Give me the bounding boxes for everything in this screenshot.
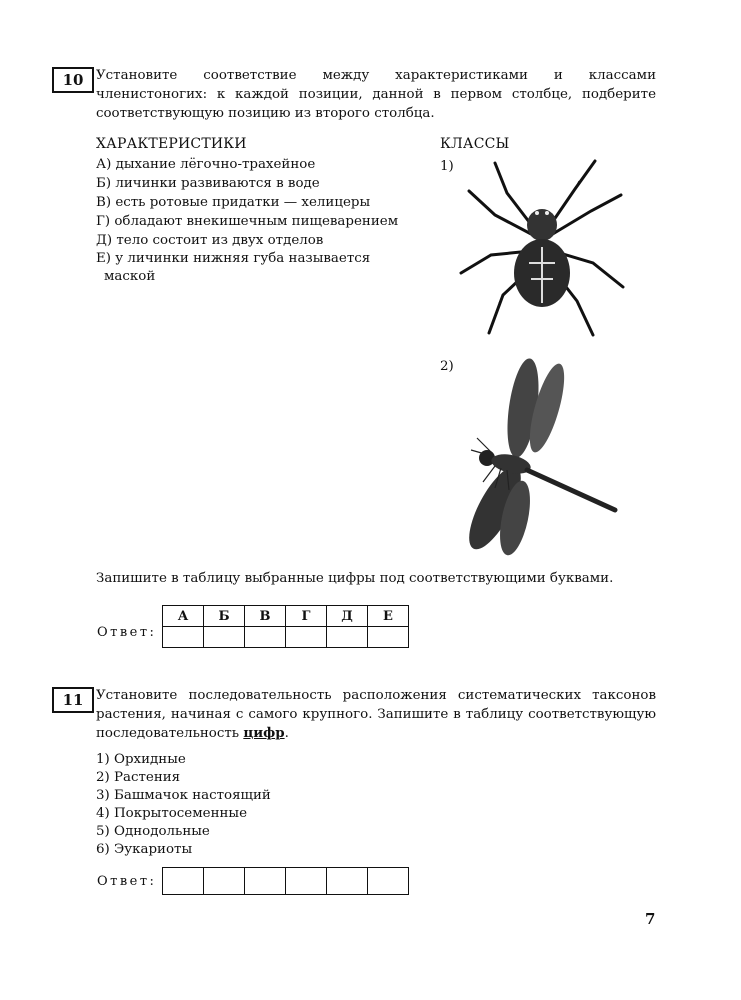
answer-input-cell[interactable] [163,868,204,895]
task-10-answer-label: Ответ: [97,625,157,640]
taxon-item: 4) Покрытосеменные [96,806,248,821]
characteristic-item: Е) у личинки нижняя губа называется [96,251,371,266]
answer-input-cell[interactable] [327,868,368,895]
answer-header-cell: Г [286,606,327,627]
characteristic-item: А) дыхание лёгочно-трахейное [96,157,316,172]
task-10-text: Установите соответствие между характеристиками и классами членистоногих: к каждой позиции, данной в первом столбце, подберите соответствующую позицию из второго столбца. [96,68,656,121]
answer-input-cell[interactable] [286,627,327,648]
answer-input-cell[interactable] [163,627,204,648]
spider-cephalothorax [527,209,557,241]
dragonfly-abdomen [527,470,615,510]
task-10-answer-table [162,605,409,648]
taxon-item: 1) Орхидные [96,752,186,767]
task-10-number: 10 [52,67,94,93]
answer-header-cell: Д [327,606,368,627]
task-11-text-main: Установите последовательность расположения систематических таксонов растения, начиная с самого крупного. Запишите в таблицу соответствующую последовательность [96,688,656,741]
dragonfly-illustration [465,358,625,563]
answer-input-cell[interactable] [204,627,245,648]
classes-heading: КЛАССЫ [440,136,510,152]
page-number: 7 [645,910,656,928]
answer-input-cell[interactable] [327,627,368,648]
characteristic-item-continuation: маской [104,269,156,284]
class-label-1: 1) [440,159,454,174]
task-10-instruction: Запишите в таблицу выбранные цифры под соответствующими буквами. [96,571,614,586]
answer-header-cell: Б [204,606,245,627]
answer-input-cell[interactable] [368,868,409,895]
characteristic-item: Д) тело состоит из двух отделов [96,233,324,248]
task-11-text-end: . [284,726,289,741]
taxon-item: 2) Растения [96,770,181,785]
answer-input-cell[interactable] [286,868,327,895]
taxon-item: 3) Башмачок настоящий [96,788,271,803]
class-label-2: 2) [440,359,454,374]
task-11-emphasis: цифр [243,725,285,741]
answer-input-cell[interactable] [368,627,409,648]
answer-header-cell: А [163,606,204,627]
task-11-text [96,686,656,743]
characteristic-item: В) есть ротовые придатки — хелицеры [96,195,371,210]
task-11-number: 11 [52,687,94,713]
taxon-item: 5) Однодольные [96,824,210,839]
characteristics-heading: ХАРАКТЕРИСТИКИ [96,136,247,152]
answer-input-cell[interactable] [245,627,286,648]
dragonfly-thorax [490,451,533,477]
task-11-answer-table [162,867,409,895]
spider-illustration [455,155,630,340]
task-11-answer-label: Ответ: [97,874,157,889]
characteristic-item: Б) личинки развиваются в воде [96,176,320,191]
characteristic-item: Г) обладают внекишечным пищеварением [96,214,399,229]
answer-input-cell[interactable] [245,868,286,895]
answer-header-cell: Е [368,606,409,627]
answer-header-cell: В [245,606,286,627]
taxon-item: 6) Эукариоты [96,842,193,857]
answer-input-cell[interactable] [204,868,245,895]
